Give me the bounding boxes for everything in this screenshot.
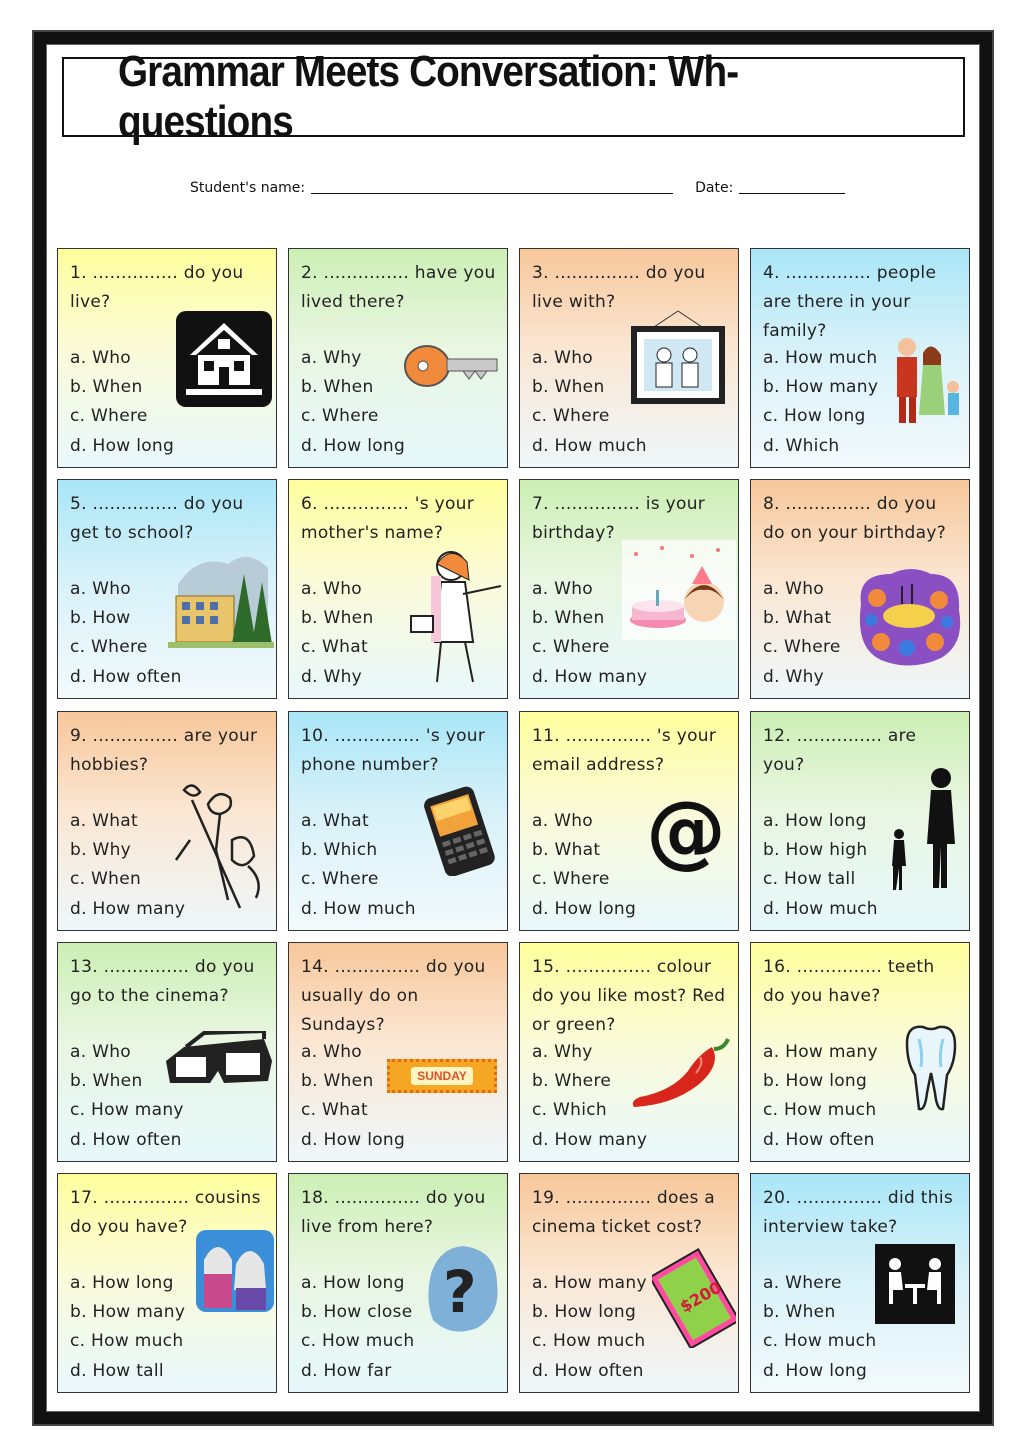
option-a[interactable]: a. Who	[532, 578, 594, 599]
option-a[interactable]: a. What	[70, 810, 138, 831]
option-b[interactable]: b. When	[70, 377, 143, 398]
option-d[interactable]: d. How long	[70, 435, 175, 456]
sunday-sign-icon	[387, 1059, 497, 1093]
answer-options	[301, 344, 405, 461]
answer-options	[532, 1269, 647, 1386]
option-d[interactable]: d. How often	[70, 1129, 182, 1150]
question-text: 15. ............... colour do you like most? Red or green?	[532, 957, 726, 1035]
option-d[interactable]: d. How many	[532, 1129, 648, 1150]
option-b[interactable]: b. How	[70, 608, 131, 629]
option-c[interactable]: c. Where	[301, 869, 379, 890]
question-text: 1. ............... do you live?	[70, 263, 244, 312]
question-text: 11. ............... 's your email address?	[532, 726, 717, 775]
question-card-19	[519, 1173, 739, 1393]
party-icon	[851, 564, 965, 670]
option-b[interactable]: b. When	[532, 608, 605, 629]
option-b[interactable]: b. How many	[763, 377, 879, 398]
question-text: 3. ............... do you live with?	[532, 263, 706, 312]
question-card-16	[750, 942, 970, 1162]
chili-pepper-icon	[628, 1035, 734, 1115]
option-d[interactable]: d. How long	[301, 435, 406, 456]
option-a[interactable]: a. Who	[532, 347, 594, 368]
option-a[interactable]: a. Who	[70, 1041, 132, 1062]
option-a[interactable]: a. How much	[763, 347, 878, 368]
page-title: Grammar Meets Conversation: Wh-questions	[117, 47, 739, 146]
option-b[interactable]: b. Which	[301, 840, 378, 861]
option-a[interactable]: a. How long	[301, 1272, 405, 1293]
question-text: 4. ............... people are there in your family?	[763, 263, 937, 341]
question-card-12	[750, 711, 970, 931]
question-card-3	[519, 248, 739, 468]
option-d[interactable]: d. How many	[532, 666, 648, 687]
birthday-cake-icon	[622, 540, 736, 640]
option-a[interactable]: a. Where	[763, 1272, 842, 1293]
key-icon	[403, 341, 503, 391]
question-text: 18. ............... do you live from here?	[301, 1188, 486, 1237]
option-a[interactable]: a. Who	[70, 578, 132, 599]
answer-options	[301, 575, 374, 692]
question-text: 20. ............... did this interview take?	[763, 1188, 954, 1237]
option-c[interactable]: c. Which	[532, 1100, 607, 1121]
option-b[interactable]: b. How close	[301, 1302, 413, 1323]
date-label: Date:	[695, 180, 734, 196]
student-info-row	[190, 172, 870, 196]
option-b[interactable]: b. How many	[70, 1302, 186, 1323]
option-b[interactable]: b. When	[301, 1071, 374, 1092]
option-b[interactable]: b. How long	[532, 1302, 637, 1323]
option-c[interactable]: c. How tall	[763, 869, 856, 890]
option-d[interactable]: d. Which	[763, 435, 840, 456]
option-c[interactable]: c. Where	[532, 406, 610, 427]
question-text: 6. ............... 's your mother's name?	[301, 494, 475, 543]
at-sign-icon: @	[646, 784, 726, 877]
option-a[interactable]: a. Who	[70, 347, 132, 368]
option-d[interactable]: d. How much	[301, 898, 416, 919]
answer-options	[763, 344, 878, 461]
option-d[interactable]: d. How long	[301, 1129, 406, 1150]
option-b[interactable]: b. Where	[532, 1071, 612, 1092]
option-c[interactable]: c. Where	[70, 637, 148, 658]
option-b[interactable]: b. How high	[763, 840, 868, 861]
option-b[interactable]: b. When	[301, 377, 374, 398]
question-text: 9. ............... are your hobbies?	[70, 726, 258, 775]
option-d[interactable]: d. How often	[763, 1129, 875, 1150]
student-name-field[interactable]	[311, 179, 673, 194]
option-d[interactable]: d. Why	[763, 666, 825, 687]
option-c[interactable]: c. Where	[70, 406, 148, 427]
school-building-icon	[168, 544, 274, 656]
hobbies-icon	[170, 780, 270, 914]
option-a[interactable]: a. Why	[532, 1041, 593, 1062]
interview-icon	[875, 1244, 955, 1324]
option-c[interactable]: c. How much	[301, 1331, 415, 1352]
option-b[interactable]: b. When	[301, 608, 374, 629]
option-c[interactable]: c. Where	[763, 637, 841, 658]
option-a[interactable]: a. What	[301, 810, 369, 831]
option-d[interactable]: d. How long	[532, 898, 637, 919]
question-mark-icon	[427, 1244, 501, 1334]
question-card-14	[288, 942, 508, 1162]
height-icon	[885, 764, 965, 894]
option-a[interactable]: a. Who	[763, 578, 825, 599]
question-text: 7. ............... is your birthday?	[532, 494, 706, 543]
question-card-8	[750, 479, 970, 699]
question-text: 10. ............... 's your phone number?	[301, 726, 486, 775]
answer-options	[301, 1269, 414, 1386]
option-a[interactable]: a. How long	[70, 1272, 174, 1293]
question-card-5	[57, 479, 277, 699]
option-d[interactable]: d. Why	[301, 666, 363, 687]
answer-options	[70, 344, 174, 461]
question-card-20	[750, 1173, 970, 1393]
question-text: 8. ............... do you do on your birthday?	[763, 494, 947, 543]
option-a[interactable]: a. Who	[301, 1041, 363, 1062]
cousins-icon	[196, 1230, 274, 1312]
answer-options	[70, 1269, 185, 1386]
answer-options	[70, 807, 185, 924]
option-c[interactable]: c. What	[301, 637, 368, 658]
answer-options	[763, 1269, 876, 1386]
option-c[interactable]: c. How much	[532, 1331, 646, 1352]
answer-options	[763, 575, 841, 692]
answer-options	[763, 807, 878, 924]
question-card-10	[288, 711, 508, 931]
option-d[interactable]: d. How long	[763, 1360, 868, 1381]
answer-options	[301, 807, 416, 924]
title-box	[62, 47, 965, 146]
student-name-label: Student's name:	[190, 180, 306, 196]
question-text: 14. ............... do you usually do on Sundays?	[301, 957, 486, 1035]
option-b[interactable]: b. Why	[70, 840, 132, 861]
answer-options	[70, 575, 182, 692]
option-c[interactable]: c. Where	[532, 869, 610, 890]
question-text: 17. ............... cousins do you have?	[70, 1188, 261, 1237]
phone-icon	[419, 784, 503, 876]
question-card-4	[750, 248, 970, 468]
question-card-18	[288, 1173, 508, 1393]
option-b[interactable]: b. What	[763, 608, 832, 629]
option-c[interactable]: c. What	[301, 1100, 368, 1121]
ticket-price: $200	[676, 1277, 725, 1317]
svg-text:?: ?	[443, 1258, 477, 1326]
question-card-13	[57, 942, 277, 1162]
answer-options	[301, 1038, 405, 1155]
question-card-1	[57, 248, 277, 468]
option-b[interactable]: b. How long	[763, 1071, 868, 1092]
option-a[interactable]: a. How many	[532, 1272, 647, 1293]
option-d[interactable]: d. How much	[532, 435, 647, 456]
option-b[interactable]: b. What	[532, 840, 601, 861]
question-text: 12. ............... are you?	[763, 726, 917, 775]
option-a[interactable]: a. Who	[532, 810, 594, 831]
option-a[interactable]: a. How many	[763, 1041, 878, 1062]
option-c[interactable]: c. Where	[301, 406, 379, 427]
option-c[interactable]: c. How much	[763, 1331, 877, 1352]
question-card-7	[519, 479, 739, 699]
family-icon	[887, 335, 967, 425]
option-b[interactable]: b. When	[532, 377, 605, 398]
sunday-sign-text: SUNDAY	[411, 1067, 473, 1085]
3d-glasses-icon	[164, 1031, 274, 1091]
question-text: 13. ............... do you go to the cinema?	[70, 957, 255, 1006]
option-b[interactable]: b. When	[763, 1302, 836, 1323]
option-c[interactable]: c. How much	[763, 1100, 877, 1121]
question-card-6	[288, 479, 508, 699]
question-text: 19. ............... does a cinema ticket cost?	[532, 1188, 716, 1237]
option-c[interactable]: c. Where	[532, 637, 610, 658]
date-field[interactable]	[739, 179, 845, 194]
option-d[interactable]: d. How much	[763, 898, 878, 919]
option-d[interactable]: d. How often	[532, 1360, 644, 1381]
ticket-icon	[652, 1248, 736, 1348]
option-a[interactable]: a. Why	[301, 347, 362, 368]
option-c[interactable]: c. How many	[70, 1100, 184, 1121]
question-text: 2. ............... have you lived there?	[301, 263, 496, 312]
option-d[interactable]: d. How far	[301, 1360, 392, 1381]
answer-options	[532, 807, 636, 924]
question-card-17	[57, 1173, 277, 1393]
question-card-11	[519, 711, 739, 931]
answer-options	[763, 1038, 878, 1155]
option-a[interactable]: a. Who	[301, 578, 363, 599]
option-d[interactable]: d. How many	[70, 898, 186, 919]
option-c[interactable]: c. How much	[70, 1331, 184, 1352]
woman-icon	[401, 546, 505, 692]
option-d[interactable]: d. How often	[70, 666, 182, 687]
option-c[interactable]: c. How long	[763, 406, 866, 427]
question-card-9	[57, 711, 277, 931]
family-picture-icon	[628, 309, 728, 409]
option-c[interactable]: c. When	[70, 869, 142, 890]
question-card-15	[519, 942, 739, 1162]
tooth-icon	[901, 1023, 961, 1113]
option-d[interactable]: d. How tall	[70, 1360, 164, 1381]
question-text: 16. ............... teeth do you have?	[763, 957, 935, 1006]
option-b[interactable]: b. When	[70, 1071, 143, 1092]
option-a[interactable]: a. How long	[763, 810, 867, 831]
question-text: 5. ............... do you get to school?	[70, 494, 244, 543]
question-card-2	[288, 248, 508, 468]
house-icon	[176, 311, 272, 407]
